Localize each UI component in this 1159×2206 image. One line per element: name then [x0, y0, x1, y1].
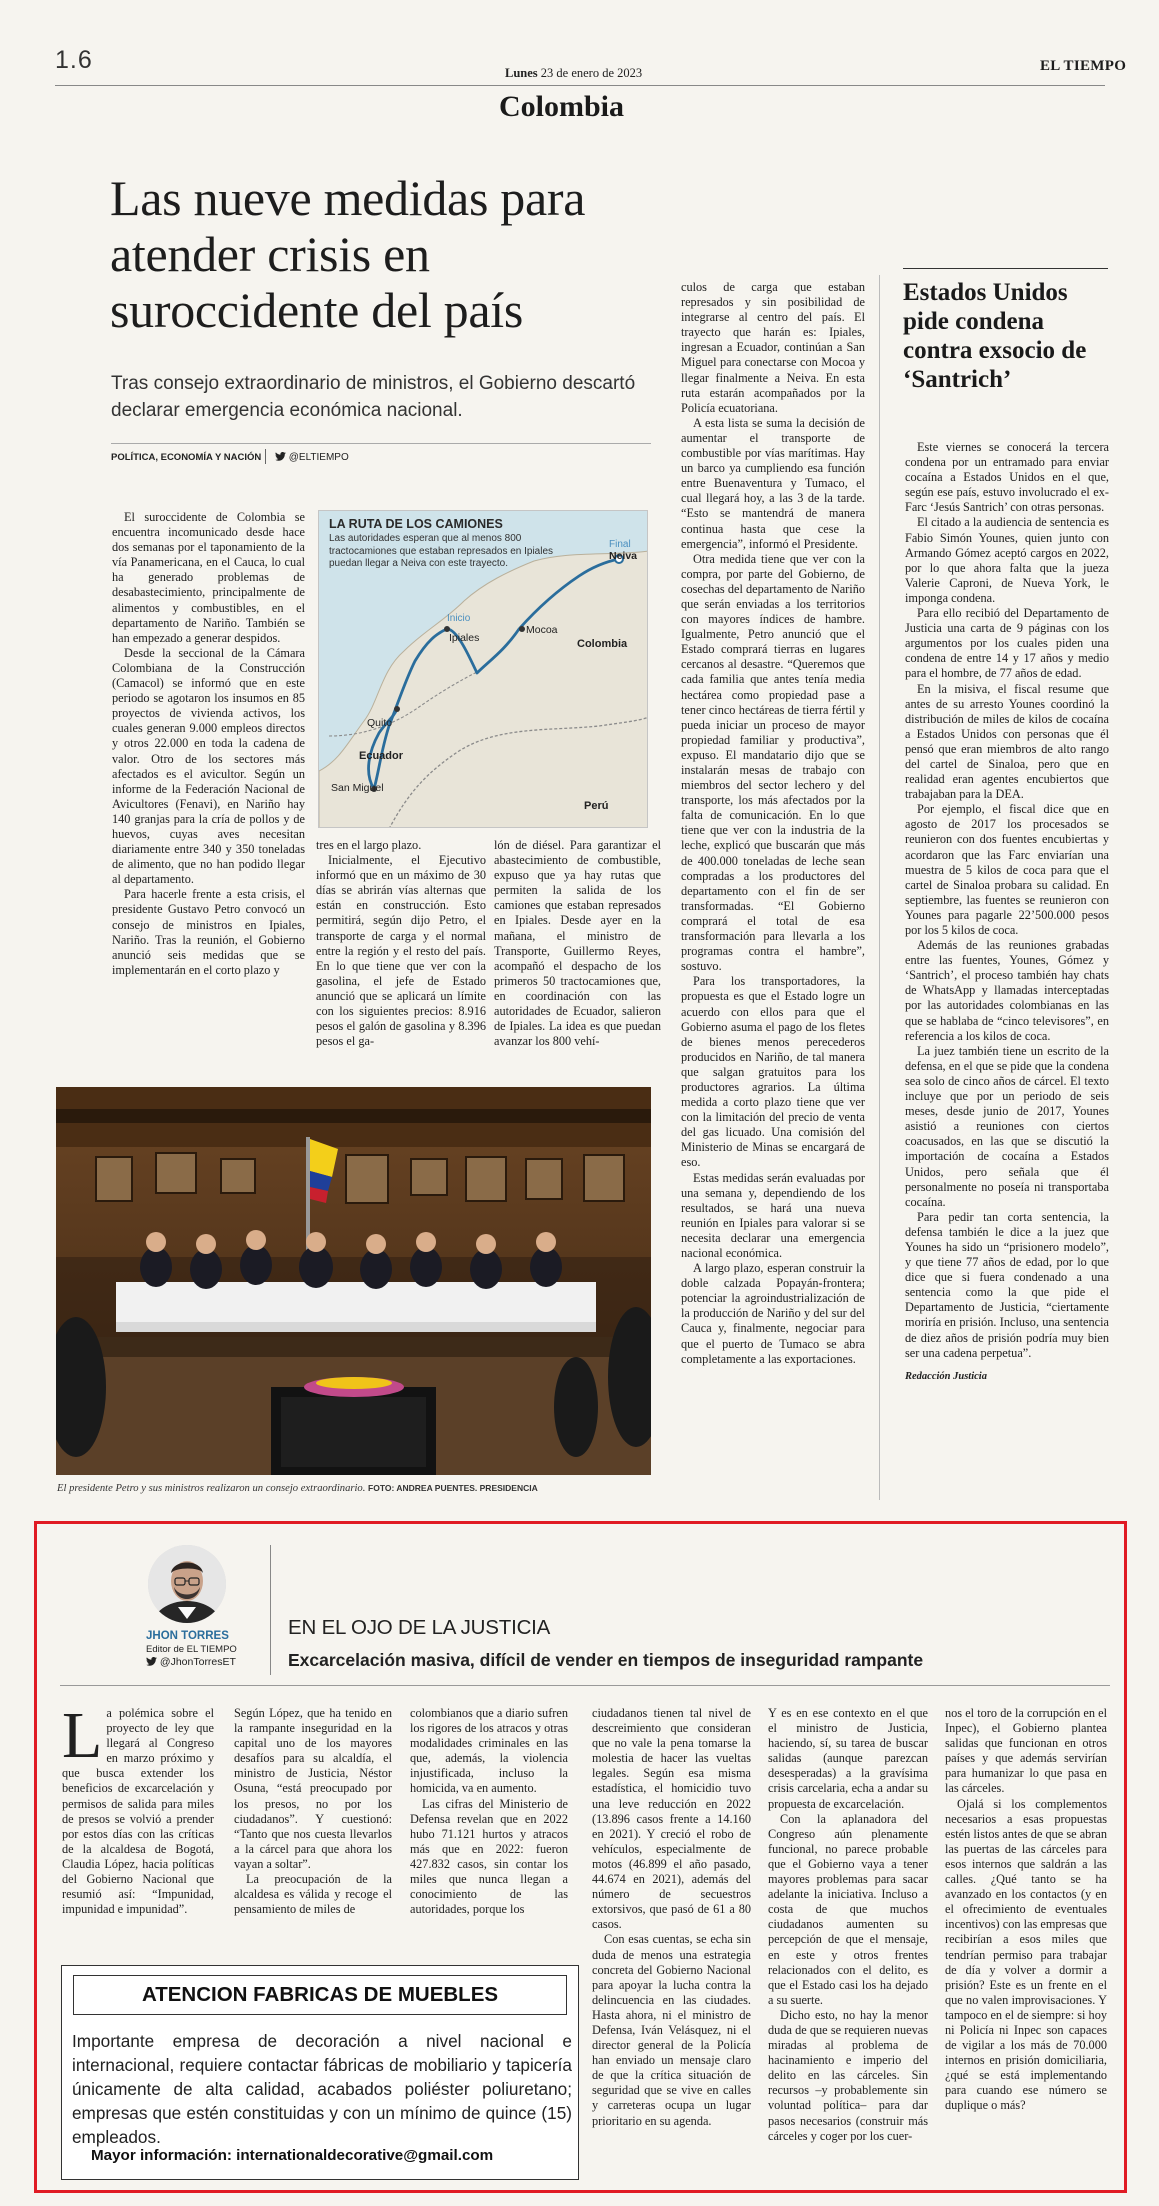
caption-text: El presidente Petro y sus ministros realizaron un consejo extraordinario. — [57, 1483, 366, 1494]
opinion-col-1 — [62, 1699, 214, 1917]
masthead: EL TIEMPO — [1040, 58, 1127, 74]
ad-title: ATENCION FABRICAS DE MUEBLES — [73, 1975, 567, 2015]
deck-rule — [111, 443, 651, 444]
map-label-ecuador: Ecuador — [359, 750, 404, 762]
article-col-1 — [112, 510, 305, 978]
news-photo — [56, 1087, 651, 1475]
column-title: Excarcelación masiva, difícil de vender en tiempos de inseguridad rampante — [288, 1650, 924, 1670]
meeting-photo-illustration — [56, 1087, 651, 1475]
column-divider — [879, 275, 880, 1500]
column-rule — [60, 1685, 1110, 1686]
paragraph: La juez también tiene un escrito de la defensa, en el que se pide que la condena sea solo de cinco años de cárcel. El texto incluye que por un periodo de seis meses, desde junio de 2017, Younes asistió a reuniones con ciertos coacusados, en las que se discutió la importación de cocaína a Estados Unidos, pero señala que él personalmente no poseía ni transportaba cocaína. — [905, 1043, 1109, 1209]
paragraph: Inicialmente, el Ejecutivo informó que en un máximo de 30 días se abrirán vías alternas que están en construcción. Esto permitirá, según dijo Petro, el transporte de carga y el normal entre la región y el resto del país. En lo que tiene que ver con la gasolina, el jefe de Estado anunció que se aplicará un límite con los siguientes precios: 8.916 pesos el galón de gasolina y 8.396 pesos el ga- — [316, 853, 486, 1049]
author-portrait-illustration — [148, 1545, 226, 1623]
paragraph: Para los transportadores, la propuesta es que el Estado logre un acuerdo con ellos para que el Gobierno asuma el pago de los fletes de bienes menos perecederos producidos en Nariño, de tal manera que salgan gratuitos para los productores agrarios. La última medida a corto plazo tiene que ver con la limitación del precio de venta del gas licuado. Una comisión del Ministerio de Minas se encargará de eso. — [681, 974, 865, 1170]
paragraph: Otra medida tiene que ver con la compra, por parte del Gobierno, de cosechas del departamento de Nariño que serán enviadas a los territorios con mayores índices de hambre. Igualmente, Petro anunció que el Estado comprará tierras en lugares cercanos al desastre. “Queremos que cada familia que antes tenía media hectárea como propiedad pase a tener cinco hectáreas de tierra fértil y pueda iniciar un proceso de mayor propiedad familiar y productiva”, expuso. El mandatario dijo que se instalarán mesas de trabajo con miembros del sector lechero y del transporte, los más afectados por la falta de comunicación. En lo que tiene que ver con la industria de la leche, explicó que buscarán que más de 400.000 toneladas de leche sean compradas a los productores del departamento con el fin de ser transformadas. “El Gobierno comprará el total de esa transformación para llevarla a los programas contra el hambre”, sostuvo. — [681, 551, 865, 974]
date-text: 23 de enero de 2023 — [540, 66, 643, 80]
map-label-mocoa: Mocoa — [526, 624, 558, 636]
paragraph: Ojalá si los complementos necesarios a esas propuestas estén listos antes de que se abran las puertas de las cárceles para esos internos que saldrán a las calles. ¿Qué tanto se ha avanzado en los contactos (y en el ofrecimiento de eventuales incentivos) con las empresas que recibirían a esos miles que tendrían permiso para trabajar de día y volver a dormir a prisión? Este es un frente en el que no valen improvisaciones. Y tampoco en el de siempre: si hoy ni Policía ni Inpec son capaces de vigilar a los más de 70.000 internos en prisión domiciliaria, ¿qué se está implementando para cuando ese número se duplique o más? — [945, 1796, 1107, 2113]
dropcap: L — [62, 1699, 103, 1772]
sidebar-signature: Redacción Justicia — [905, 1370, 987, 1382]
map-label-inicio: Inicio — [447, 613, 471, 624]
article-col-4 — [681, 280, 865, 1367]
section-title: Colombia — [499, 90, 625, 123]
twitter-handle: @ELTIEMPO — [288, 452, 349, 463]
ad-contact[interactable]: Mayor información: internationaldecorative@gmail.com — [91, 2147, 494, 2164]
paragraph: Por ejemplo, el fiscal dice que en agosto de 2017 los procesados se reunieron con dos fuentes encubiertas y acordaron que las Farc enviarían una muestra de 5 kilos de coca para que el cartel de Sinaloa probara su calidad. En septiembre, las fuentes se reunieron con Younes para pagarle 22’500.000 pesos por los 5 kilos de coca. — [905, 802, 1109, 937]
paragraph: ciudadanos tienen tal nivel de descreimiento que consideran que no vale la pena tomarse la molestia de hacer las vueltas legales. Según esa misma estadística, el homicidio tuvo una leve reducción en 2022 (13.896 casos frente a 14.160 en 2021). Y creció el robo de vehículos, especialmente de motos (46.899 el año pasado, 44.674 en 2021), además del número de secuestros extorsivos, que pasó de 61 a 80 casos. — [592, 1706, 751, 1932]
paragraph: Para hacerle frente a esta crisis, el presidente Gustavo Petro convocó un consejo de ministros en Ipiales, Nariño. Tras la reunión, el Gobierno anunció seis medidas que se implementarán en el corto plazo y — [112, 887, 305, 977]
opinion-col-5 — [768, 1706, 928, 2144]
paragraph: El citado a la audiencia de sentencia es Fabio Simón Younes, quien junto con Armando Gómez aceptó cargos en 2022, por lo que ahora falta que la jueza Valerie Caproni, de Nueva York, le imponga condena. — [905, 515, 1109, 605]
opinion-col-4 — [592, 1706, 751, 2129]
paragraph: Además de las reuniones grabadas entre las fuentes, Younes, Gómez y ‘Santrich’, el proceso también hay chats de WhatsApp y llamadas interceptadas por las autoridades colombianas en las que se hablaba de “cinco televisores”, en referencia a los kilos de coca. — [905, 938, 1109, 1043]
sidebar-body — [905, 440, 1109, 1384]
author-role: Editor de EL TIEMPO — [146, 1644, 237, 1655]
map-label-peru: Perú — [584, 800, 609, 812]
paragraph: En la misiva, el fiscal resume que antes de su arresto Younes coordinó la distribución de miles de kilos de cocaína a Estados Unidos con personas que él pensó que eran miembros de alto rango del cartel de Sinaloa, pero que en realidad eran agentes encubiertos que trabajaban para la DEA. — [905, 681, 1109, 802]
paragraph: Este viernes se conocerá la tercera condena por un entramado para enviar cocaína a Estados Unidos en el que, según ese país, estuvo involucrado el ex-Farc ‘Jesús Santrich’ con otras personas. — [905, 440, 1109, 515]
map-label-quito: Quito — [367, 717, 393, 729]
paragraph: A esta lista se suma la decisión de aumentar el transporte de combustible por vías marítimas. Hay un barco ya cumpliendo esa función entre Buenaventura y Tumaco, el cual llegará hoy, a las 3 de la tarde. “Esto se mantendrá de manera continua hasta que cese la emergencia”, informó el Presidente. — [681, 415, 865, 551]
opinion-col-3 — [410, 1706, 568, 1917]
paragraph: Y es en ese contexto en el que el ministro de Justicia, haciendo, sí, su tarea de buscar salidas (aunque parezcan desesperadas) a la gravísima crisis carcelaria, echa a andar su propuesta de excarcelación. — [768, 1706, 928, 1811]
date-day: Lunes — [505, 66, 538, 80]
paragraph: El suroccidente de Colombia se encuentra incomunicado desde hace dos semanas por el taponamiento de la vía Panamericana, en el Cauca, lo cual ha generado problemas de desabastecimiento, principalmente de alimentos y combustibles, en el departamento de Nariño. También se han empezado a generar despidos. — [112, 510, 305, 645]
author-avatar — [148, 1545, 226, 1623]
paragraph: A largo plazo, esperan construir la doble calzada Popayán-frontera; potenciar la agroindustrialización de la producción de Nariño y del sur del Cauca y, finalmente, negociar para que el puerto de Tumaco se abra completamente a las exportaciones. — [681, 1261, 865, 1366]
paragraph: lón de diésel. Para garantizar el abastecimiento de combustible, expuso que ya hay rutas que permiten la salida de los camiones que estaban represados en Ipiales. Desde ayer en la mañana, el ministro de Transporte, Guillermo Reyes, acompañó el despacho de los primeros 50 tractocamiones que, en coordinación con las autoridades de Ecuador, salieron de Ipiales. La idea es que puedan avanzar los 800 vehí- — [494, 838, 661, 1049]
paragraph: Con la aplanadora del Congreso aún plenamente funcional, no parece probable que el Gobierno vaya a tener mayores problemas para sacar adelante la iniciativa. Incluso a costa de que muchos ciudadanos aumenten su percepción de que el mensaje, en este y otros frentes relacionados con el delito, es que el Estado casi los ha dejado a su suerte. — [768, 1811, 928, 2007]
classified-ad — [61, 1965, 579, 2180]
sidebar-top-rule — [903, 268, 1108, 269]
map-label-final: Final — [609, 539, 631, 550]
paragraph: Según López, que ha tenido en la rampante inseguridad en la capital uno de los mayores desafíos para su alcaldía, el ministro de Justicia, Néstor Osuna, “está preocupado por los presos, no por los ciudadanos”. Y cuestionó: “Tanto que nos cuesta llevarlos a la cárcel para que ahora los vayan a soltar”. — [234, 1706, 392, 1871]
paragraph: Desde la seccional de la Cámara Colombiana de la Construcción (Camacol) se informó que en este periodo se agotaron los insumos en 85 proyectos de vivienda activos, los cuales generan 9.000 empleos directos y otros 22.000 en toda la cadena de valor. Otro de los sectores más afectados es el avicultor. Según un informe de la Federación Nacional de Avicultores (Fenavi), en Nariño hay 140 granjas para la cría de pollos y de huevos, cuyas aves necesitan diariamente entre 340 y 350 toneladas de alimento, que no han podido llegar al departamento. — [112, 645, 305, 887]
author-divider — [270, 1545, 271, 1675]
page-number: 1.6 — [55, 46, 93, 74]
route-map-svg — [319, 511, 648, 828]
column-kicker: EN EL OJO DE LA JUSTICIA — [288, 1616, 551, 1639]
route-map — [318, 510, 648, 828]
paragraph: Estas medidas serán evaluadas por una semana y, dependiendo de los resultados, se hará una nueva reunión en Ipiales para valorar si se necesita declarar una emergencia nacional económica. — [681, 1170, 865, 1260]
paragraph: Para ello recibió del Departamento de Justicia una carta de 9 páginas con los argumentos por los cuales piden una condena de entre 14 y 17 años y medio para el hombre, de 77 años de edad. — [905, 606, 1109, 681]
opinion-col-2 — [234, 1706, 392, 1917]
main-headline: Las nueve medidas para atender crisis en suroccidente del país — [110, 170, 586, 338]
author-name: JHON TORRES — [146, 1630, 229, 1642]
article-col-3 — [494, 838, 661, 1049]
twitter-icon — [146, 1657, 157, 1666]
paragraph: tres en el largo plazo. — [316, 838, 422, 852]
ad-body: Importante empresa de decoración a nivel nacional e internacional, requiere contactar fábricas de mobiliario y tapicería únicamente de alta calidad, acabados poliéster poliuretano; empresas que estén constituidas y con un mínimo de quince (15) empleados. — [72, 2031, 572, 2147]
section-tag: POLÍTICA, ECONOMÍA Y NACIÓN — [111, 452, 262, 463]
header-rule — [55, 85, 1105, 86]
opinion-col-6 — [945, 1706, 1107, 2114]
paragraph: colombianos que a diario sufren los rigores de los atracos y otras modalidades criminales en las que, además, la violencia injustificada, incluso la homicida, va en aumento. — [410, 1706, 568, 1796]
paragraph: Dicho esto, no hay la menor duda de que se requieren nuevas miradas al problema de hacinamiento e imperio del delito en las cárceles. Sin recursos –y probablemente sin voluntad política– para dar pasos necesarios (construir más cárceles y coger por los cuer- — [768, 2007, 928, 2143]
photo-credit: FOTO: ANDREA PUENTES. PRESIDENCIA — [368, 1483, 538, 1493]
map-description: Las autoridades esperan que al menos 800 tractocamiones que estaban represados en Ipiales puedan llegar a Neiva con este trayecto. — [329, 533, 554, 569]
map-label-neiva: Neiva — [609, 550, 638, 562]
article-col-2 — [316, 838, 486, 1049]
photo-caption — [57, 1483, 657, 1494]
paragraph: La preocupación de la alcaldesa es válida y recoge el pensamiento de miles de — [234, 1872, 392, 1917]
paragraph: Con esas cuentas, se echa sin duda de menos una estrategia concreta del Gobierno Nacional para apoyar la lucha contra la delincuencia en las ciudades. Hasta ahora, ni el ministro de Defensa, Iván Velásquez, ni el director general de la Policía han enviado un mensaje claro de que la crítica situación de seguridad que se vive en calles y carreteras ocupa un lugar prioritario en su agenda. — [592, 1932, 751, 2128]
author-twitter-handle: @JhonTorresET — [159, 1656, 236, 1668]
paragraph: nos el toro de la corrupción en el Inpec), el Gobierno plantea salidas que funcionan en otros países y que además servirían para humanizar lo que pasa en las cárceles. — [945, 1706, 1107, 1796]
map-title: LA RUTA DE LOS CAMIONES — [329, 517, 503, 531]
map-label-san-miguel: San Miguel — [331, 782, 384, 794]
main-deck: Tras consejo extraordinario de ministros, el Gobierno descartó declarar emergencia económica nacional. — [111, 373, 636, 421]
map-label-ipiales: Ipiales — [449, 632, 480, 644]
dateline — [505, 66, 642, 81]
byline-divider — [265, 449, 266, 464]
paragraph: a polémica sobre el proyecto de ley que llegará al Congreso en marzo próximo y que busca extender los beneficios de excarcelación y permisos de salida para miles de presos se volvió a prender por estos días con las críticas de la alcaldesa de Bogotá, Claudia López, hacia políticas del Gobierno Nacional que resumió así: “Impunidad, impunidad e impunidad”. — [62, 1706, 214, 1917]
author-twitter — [146, 1656, 236, 1668]
paragraph: Para pedir tan corta sentencia, la defensa también le dice a la juez que Younes ha sido un “prisionero modelo”, y que tiene 77 años de edad, por lo que dice que si fuera condenado a una sentencia como la que pide el Departamento de Justicia, “ciertamente moriría en prisión. Incluso, una sentencia de diez años de prisión podría muy bien ser una cadena perpetua”. — [905, 1209, 1109, 1360]
byline-twitter — [275, 452, 349, 463]
sidebar-title: Estados Unidos pide condena contra exsocio de ‘Santrich’ — [903, 279, 1087, 393]
paragraph: Las cifras del Ministerio de Defensa revelan que en 2022 hubo 71.121 hurtos y atracos más que en 2022: fueron 427.832 casos, sin contar los miles que nunca llegan a conocimiento de las autoridades, porque los — [410, 1796, 568, 1917]
paragraph: culos de carga que estaban represados y sin posibilidad de integrarse al centro del país. El trayecto que harán es: Ipiales, ingresan a Ecuador, continúan a San Miguel para conectarse con Mocoa y llegar finalmente a Neiva. En esta ruta estarán acompañados por la Policía ecuatoriana. — [681, 280, 865, 415]
twitter-icon — [275, 452, 286, 461]
map-label-colombia: Colombia — [577, 638, 628, 650]
